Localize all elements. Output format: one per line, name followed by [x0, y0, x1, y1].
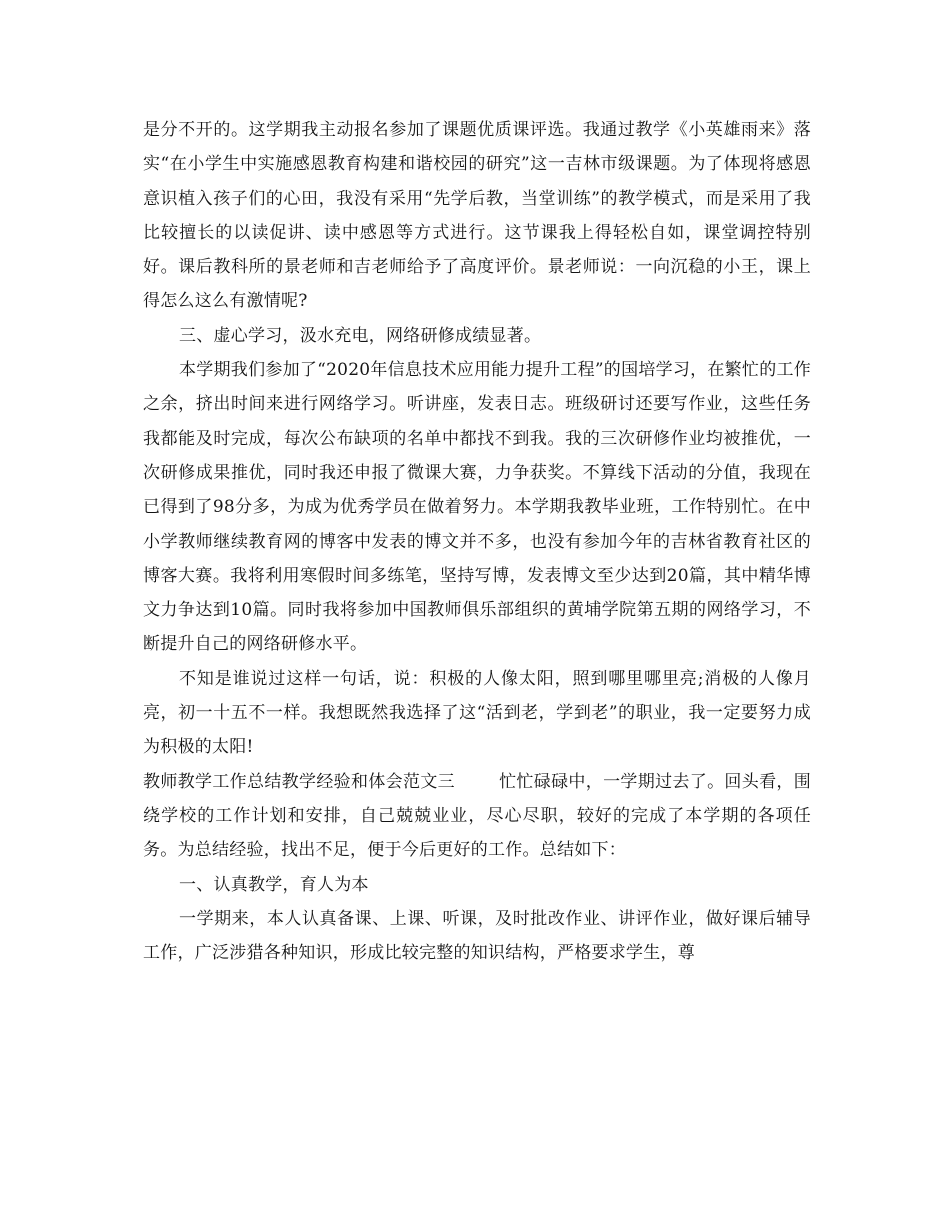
paragraph-continuation: 是分不开的。这学期我主动报名参加了课题优质课评选。我通过教学《小英雄雨来》落实“在小学生中实施感恩教育构建和谐校园的研究”这一吉林市级课题。为了体现将感恩意识植入孩子们的心田，我没有采用“先学后教，当堂训练”的教学模式，而是采用了我比较擅长的以读促讲、读中感恩等方式进行。这节课我上得轻松自如，课堂调控特别好。课后教科所的景老师和吉老师给予了高度评价。景老师说：一向沉稳的小王，课上得怎么这么有激情呢? — [143, 120, 811, 312]
document-body — [143, 113, 811, 970]
section-heading-one: 一、认真教学，育人为本 — [179, 874, 369, 895]
section-heading-three: 三、虚心学习，汲水充电，网络研修成绩显著。 — [179, 325, 542, 346]
paragraph-teaching: 一学期来，本人认真备课、上课、听课，及时批改作业、讲评作业，做好课后辅导工作，广泛涉猎各种知识，形成比较完整的知识结构，严格要求学生，尊 — [143, 908, 811, 964]
article-title: 教师教学工作总结教学经验和体会范文三 — [143, 771, 455, 792]
article-section — [143, 765, 811, 868]
paragraph-closing-quote: 不知是谁说过这样一句话，说：积极的人像太阳，照到哪里哪里亮;消极的人像月亮，初一十五不一样。我想既然我选择了这“活到老，学到老”的职业，我一定要努力成为积极的太阳! — [143, 668, 811, 758]
paragraph-network-study: 本学期我们参加了“2020年信息技术应用能力提升工程”的国培学习，在繁忙的工作之余，挤出时间来进行网络学习。听讲座，发表日志。班级研讨还要写作业，这些任务我都能及时完成，每次公布缺项的名单中都找不到我。我的三次研修作业均被推优，一次研修成果推优，同时我还申报了微课大赛，力争获奖。不算线下活动的分值，我现在已得到了98分多，为成为优秀学员在做着努力。本学期我教毕业班，工作特别忙。在中小学教师继续教育网的博客中发表的博文并不多，也没有参加今年的吉林省教育社区的博客大赛。我将利用寒假时间多练笔，坚持写博，发表博文至少达到20篇，其中精华博文力争达到10篇。同时我将参加中国教师俱乐部组织的黄埔学院第五期的网络学习，不断提升自己的网络研修水平。 — [143, 360, 811, 655]
article-intro-text: 忙忙碌碌中，一学期过去了。回头看，围绕学校的工作计划和安排，自己兢兢业业，尽心尽职，较好的完成了本学期的各项任务。为总结经验，找出不足，便于今后更好的工作。总结如下： — [143, 771, 811, 861]
